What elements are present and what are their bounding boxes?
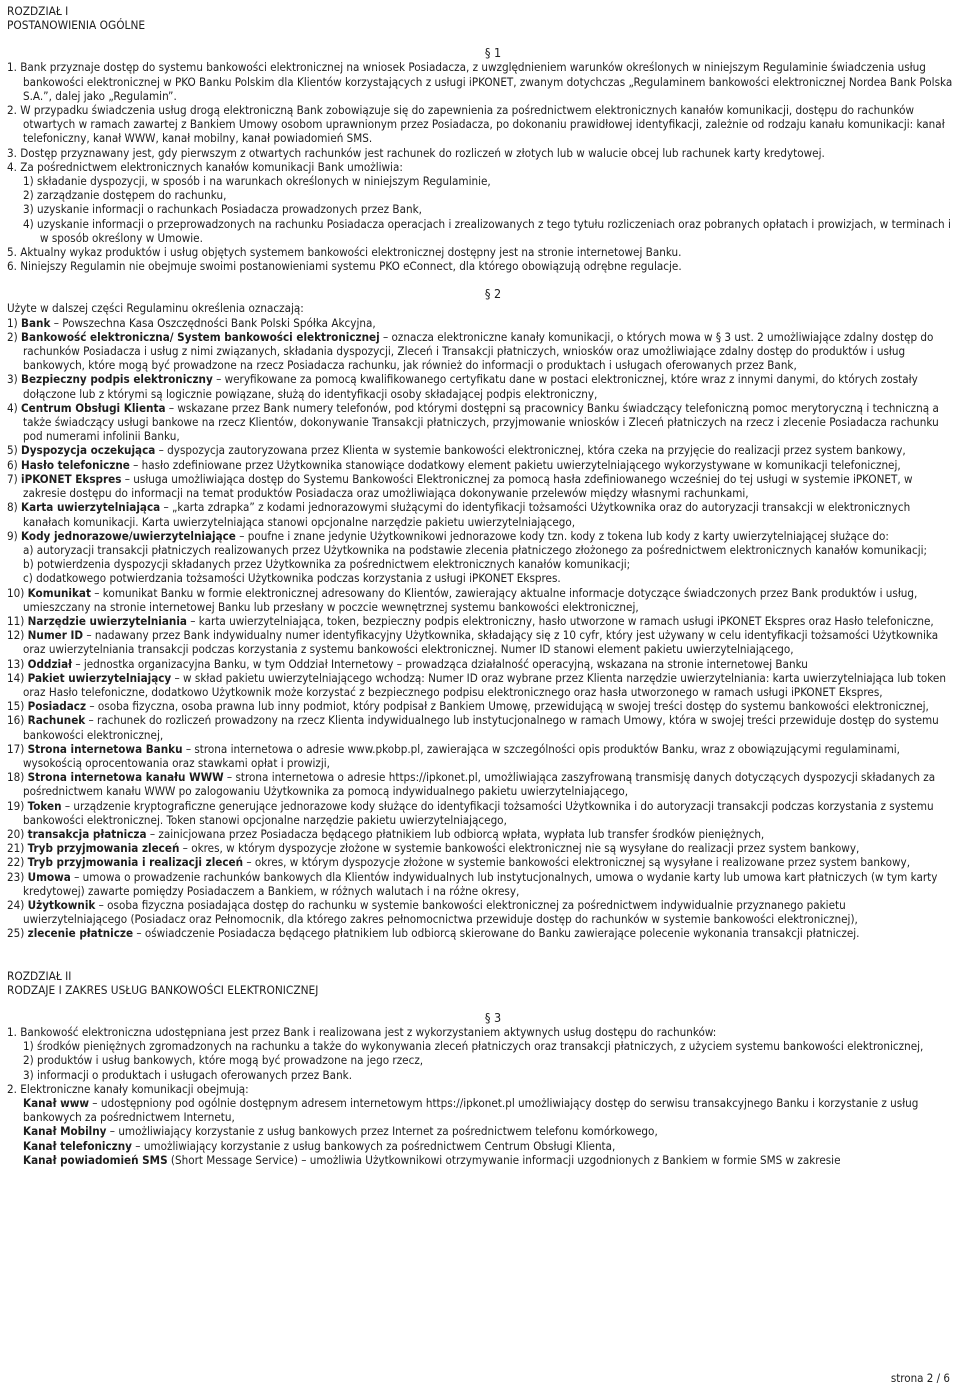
definition-11: 11) Narzędzie uwierzytelniania – karta uwierzytelniająca, token, bezpieczny podpis elektroniczny, hasło utworzone w ramach usługi iPKONET Ekspres oraz Hasło telefoniczne, [7, 613, 934, 628]
page-number: strona 2 / 6 [890, 1371, 950, 1385]
definition-14: 14) Pakiet uwierzytelniający – w skład pakietu uwierzytelniającego wchodzą: Numer ID oraz wybrane przez Klienta narzędzie uwierzytelniania: karta uwierzytelniająca lub token oraz Hasło telefoniczne, dodatkowo Użytkownik może korzystać z bezpiecznego podpisu elektronicznego oraz hasła utworzonego w ramach usługi iPKONET Ekspres, [7, 670, 946, 699]
channel-sms: Kanał powiadomień SMS (Short Message Service) – umożliwia Użytkownikowi otrzymywanie informacji uzgodnionych z Bankiem w formie SMS w zakresie [23, 1152, 841, 1167]
section-1-point-4: 4. Za pośrednictwem elektronicznych kanałów komunikacji Bank umożliwia: [7, 159, 403, 174]
section-3-point-1-3: 3) informacji o produktach i usługach oferowanych przez Bank. [23, 1067, 353, 1082]
definition-9-b: b) potwierdzenia dyspozycji składanych przez Użytkownika za pośrednictwem elektronicznych kanałów komunikacji; [23, 557, 631, 572]
definition-17: 17) Strona internetowa Banku – strona internetowa o adresie www.pkobp.pl, zawierająca w szczególności opis produktów Banku, wraz z obowiązującymi regulaminami, wysokością oprocentowania oraz stawkami opłat i prowizji, [7, 741, 900, 770]
definition-19: 19) Token – urządzenie kryptograficzne generujące jednorazowe kody służące do identyfikacji tożsamości Użytkownika i do autoryzacji transakcji podczas korzystania z systemu bankowości elektronicznej. Token stanowi opcjonalne narzędzie pakietu uwierzytelniającego, [7, 798, 934, 827]
chapter-2-label: ROZDZIAŁ II [7, 968, 72, 983]
definition-16: 16) Rachunek – rachunek do rozliczeń prowadzony na rzecz Klienta indywidualnego lub instytucjonalnego w ramach Umowy, która w swojej treści przewiduje dostęp do systemu bankowości elektronicznej, [7, 713, 939, 742]
document-page [7, 4, 953, 1167]
definition-20: 20) transakcja płatnicza – zainicjowana przez Posiadacza będącego płatnikiem lub odbiorcą wpłata, wypłata lub transfer środków pieniężnych, [7, 826, 765, 841]
paragraph-3-heading: § 3 [484, 1010, 502, 1025]
definition-12: 12) Numer ID – nadawany przez Bank indywidualny numer identyfikacyjny Użytkownika, składający się z 10 cyfr, który jest używany w celu identyfikacji tożsamości Użytkownika oraz uwierzytelniania transakcji podczas korzystania z systemu bankowości elektronicznej. Numer ID stanowi element pakietu uwierzytelniającego, [7, 628, 939, 657]
section-1-point-6: 6. Niniejszy Regulamin nie obejmuje swoimi postanowieniami systemu PKO eConnect, dla którego obowiązują odrębne regulacje. [7, 259, 682, 274]
section-1-point-3: 3. Dostęp przyznawany jest, gdy pierwszym z otwartych rachunków jest rachunek do rozliczeń w złotych lub w walucie obcej lub rachunek karty kredytowej. [7, 145, 825, 160]
paragraph-2-heading: § 2 [484, 286, 502, 302]
definition-10: 10) Komunikat – komunikat Banku w formie elektronicznej adresowany do Klientów, zawierający aktualne informacje dotyczące świadczonych przez Bank produktów i usług, umieszczany na stronie internetowej Banku lub przesłany w poczcie wewnętrznej systemu bankowości elektronicznej, [7, 585, 918, 614]
section-1-point-2: 2. W przypadku świadczenia usług drogą elektroniczną Bank zobowiązuje się do zapewnienia za pośrednictwem elektronicznych kanałów komunikacji, dostępu do rachunków otwartych w ramach zawartej z Bankiem Umowy osobom uprawnionym przez Posiadacza, po dokonaniu prawidłowej identyfikacji, zależnie od rodzaju kanału komunikacji: kanał telefoniczny, kanał WWW, kanał mobilny, kanał powiadomień SMS. [7, 103, 945, 146]
definition-6: 6) Hasło telefoniczne – hasło zdefiniowane przez Użytkownika stanowiące dodatkowy element pakietu uwierzytelniającego wykorzystywane w komunikacji telefonicznej, [7, 457, 901, 472]
definition-2: 2) Bankowość elektroniczna/ System bankowości elektronicznej – oznacza elektroniczne kanały komunikacji, o których mowa w § 3 ust. 2 umożliwiające zdalny dostęp do rachunków Posiadacza i usług z nimi związanych, składania dyspozycji, Zleceń i Transakcji płatniczych, wniosków oraz umożliwiające zdalny dostęp do produktów i usług bankowych, które mogą być prowadzone na rzecz Posiadacza rachunku, jak również do informacji o produktach i usługach oferowanych przez Bank, [7, 329, 934, 373]
section-1-point-4-3: 3) uzyskanie informacji o rachunkach Posiadacza prowadzonych przez Bank, [23, 202, 422, 217]
definition-21: 21) Tryb przyjmowania zleceń – okres, w którym dyspozycje złożone w systemie bankowości elektronicznej nie są wysyłane do realizacji przez system bankowy, [7, 841, 860, 856]
definition-8: 8) Karta uwierzytelniająca – „karta zdrapka” z kodami jednorazowymi służącymi do identyfikacji tożsamości Użytkownika oraz do autoryzacji transakcji w elektronicznych kanałach komunikacji. Karta uwierzytelniająca stanowi opcjonalne narzędzie pakietu uwierzytelniającego, [7, 500, 911, 529]
section-1-point-1: 1. Bank przyznaje dostęp do systemu bankowości elektronicznej na wniosek Posiadacza, z uwzględnieniem warunków określonych w niniejszym Regulaminie świadczenia usług bankowości elektronicznej w PKO Banku Polskim dla Klientów korzystających z usługi iPKONET, zwanym dotychczas „Regulaminem bankowości elektronicznej Nordea Bank Polska S.A.”, dalej jako „Regulamin”. [7, 60, 953, 103]
section-1-point-4-1: 1) składanie dyspozycji, w sposób i na warunkach określonych w niniejszym Regulaminie, [23, 174, 491, 189]
definition-5: 5) Dyspozycja oczekująca – dyspozycja zautoryzowana przez Klienta w systemie bankowości elektronicznej, która czeka na przyjęcie do realizacji przez system bankowy, [7, 443, 906, 458]
definition-25: 25) zlecenie płatnicze – oświadczenie Posiadacza będącego płatnikiem lub odbiorcą skierowane do Banku zawierające polecenie wykonania transakcji płatniczej. [7, 926, 860, 941]
section-3-point-1: 1. Bankowość elektroniczna udostępniana jest przez Bank i realizowana jest z wykorzystaniem aktywnych usług dostępu do rachunków: [7, 1025, 717, 1039]
channel-phone: Kanał telefoniczny – umożliwiający korzystanie z usług bankowych za pośrednictwem Centrum Obsługi Klienta, [23, 1138, 616, 1153]
section-3-point-1-1: 1) środków pieniężnych zgromadzonych na rachunku a także do wykonywania zleceń płatniczych oraz transakcji płatniczych, z użyciem systemu bankowości elektronicznej, [23, 1039, 924, 1054]
chapter-1-title: POSTANOWIENIA OGÓLNE [7, 18, 146, 33]
definition-22: 22) Tryb przyjmowania i realizacji zleceń – okres, w którym dyspozycje złożone w systemie bankowości elektronicznej są wysyłane i realizowane przez system bankowy, [7, 855, 911, 870]
section-3-point-1-2: 2) produktów i usług bankowych, które mogą być prowadzone na jego rzecz, [23, 1053, 424, 1068]
definition-9-c: c) dodatkowego potwierdzania tożsamości Użytkownika podczas korzystania z usługi iPKONET Ekspres. [23, 571, 561, 586]
definition-23: 23) Umowa – umowa o prowadzenie rachunków bankowych dla Klientów indywidualnych lub instytucjonalnych, umowa o wydanie karty lub umowa kart płatniczych (w tym karty kredytowej) zawarte pomiędzy Posiadaczem a Bankiem, w różnych walutach i na różne okresy, [7, 869, 938, 898]
definition-4: 4) Centrum Obsługi Klienta – wskazane przez Bank numery telefonów, pod którymi dostępni są pracownicy Banku świadczący telefoniczną pomoc merytoryczną i techniczną a także świadczący usługi bankowe na rzecz Klientów, dokonywanie Transakcji płatniczych, przyjmowanie wniosków i Zleceń płatniczych na rzecz i zlecenie Posiadacza rachunku pod numerami infolinii Banku, [7, 400, 939, 444]
definition-15: 15) Posiadacz – osoba fizyczna, osoba prawna lub inny podmiot, który podpisał z Bankiem Umowę, przewidującą w swojej treści dostęp do systemu bankowości elektronicznej, [7, 699, 929, 714]
chapter-1-label: ROZDZIAŁ I [7, 4, 69, 18]
definition-9: 9) Kody jednorazowe/uwierzytelniające – poufne i znane jedynie Użytkownikowi jednorazowe kody tzn. kody z tokena lub kody z karty uwierzytelniającej służące do: [7, 528, 889, 543]
definition-3: 3) Bezpieczny podpis elektroniczny – weryfikowane za pomocą kwalifikowanego certyfikatu dane w postaci elektronicznej, które wraz z innymi danymi, do których zostały dołączone lub z którymi są logicznie powiązane, służą do identyfikacji osoby składającej podpis elektroniczny, [7, 372, 918, 401]
definition-7: 7) iPKONET Ekspres – usługa umożliwiająca dostęp do Systemu Bankowości Elektronicznej za pomocą hasła zdefiniowanego wcześniej do tej usługi w systemie iPKONET, w zakresie dostępu do informacji na temat produktów Posiadacza oraz umożliwiająca dokonywanie przelewów między własnymi rachunkami, [7, 471, 913, 501]
definition-9-a: a) autoryzacji transakcji płatniczych realizowanych przez Użytkownika na podstawie zlecenia płatniczego złożonego za pośrednictwem elektronicznych kanałów komunikacji; [23, 542, 928, 557]
section-1-point-4-4: 4) uzyskanie informacji o przeprowadzonych na rachunku Posiadacza operacjach i zrealizowanych z tego tytułu rozliczeniach oraz pobranych opłatach i prowizjach, w terminach i w sposób określony w Umowie. [23, 216, 951, 245]
definitions-intro: Użyte w dalszej części Regulaminu określenia oznaczają: [7, 301, 304, 316]
definition-24: 24) Użytkownik – osoba fizyczna posiadająca dostęp do rachunku w systemie bankowości elektronicznej za pośrednictwem indywidualnie przyznanego pakietu uwierzytelniającego (Posiadacz oraz Pełnomocnik, dla którego zakres pełnomocnictwa przewiduje dostęp do rachunków w systemie bankowości elektronicznej), [7, 897, 858, 927]
definitions-list [7, 316, 953, 941]
definition-18: 18) Strona internetowa kanału WWW – strona internetowa o adresie https://ipkonet.pl, umożliwiająca zaszyfrowaną transmisję danych dotyczących dyspozycji składanych za pośrednictwem kanału WWW po zalogowaniu Użytkownika za pomocą indywidualnego pakietu uwierzytelniającego, [7, 770, 936, 799]
channel-mobile: Kanał Mobilny – umożliwiający korzystanie z usług bankowych przez Internet za pośrednictwem telefonu komórkowego, [23, 1124, 658, 1139]
section-1-point-5: 5. Aktualny wykaz produktów i usług objętych systemem bankowości elektronicznej dostępny jest na stronie internetowej Banku. [7, 245, 682, 260]
definition-13: 13) Oddział – jednostka organizacyjna Banku, w tym Oddział Internetowy – prowadząca działalność operacyjną, wskazana na stronie internetowej Banku [7, 656, 808, 671]
section-1-point-4-2: 2) zarządzanie dostępem do rachunku, [23, 188, 227, 203]
section-3-point-2: 2. Elektroniczne kanały komunikacji obejmują: [7, 1081, 249, 1096]
channel-www: Kanał www – udostępniony pod ogólnie dostępnym adresem internetowym https://ipkonet.pl umożliwiający dostęp do serwisu transakcyjnego Banku i korzystanie z usług bankowych za pośrednictwem Internetu, [23, 1096, 919, 1125]
chapter-2-title: RODZAJE I ZAKRES USŁUG BANKOWOŚCI ELEKTRONICZNEJ [7, 982, 319, 997]
definition-1: 1) Bank – Powszechna Kasa Oszczędności Bank Polski Spółka Akcyjna, [7, 315, 376, 330]
paragraph-1-heading: § 1 [484, 45, 502, 61]
